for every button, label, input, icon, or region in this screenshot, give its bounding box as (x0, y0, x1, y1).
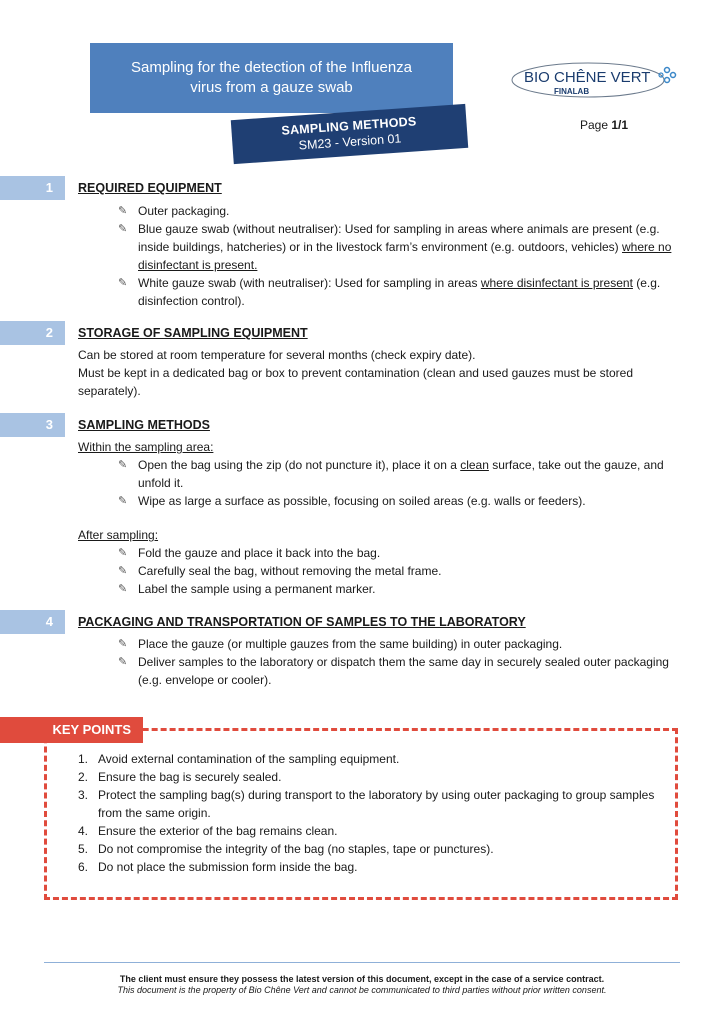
list-item: ✎ Outer packaging. (118, 204, 230, 218)
section-4-list (118, 635, 680, 689)
list-item: 4. Ensure the exterior of the bag remains clean. (78, 824, 338, 838)
section-2-title: STORAGE OF SAMPLING EQUIPMENT (78, 326, 308, 340)
list-item: ✎ Fold the gauze and place it back into the bag. (118, 546, 381, 560)
storage-paragraph-2: Must be kept in a dedicated bag or box to prevent contamination (clean and used gauzes must be stored separately). (78, 366, 634, 398)
pencil-icon: ✎ (118, 583, 128, 595)
bio-chene-vert-logo (510, 58, 680, 102)
section-2-number: 2 (0, 321, 65, 345)
section-1-list (118, 202, 680, 310)
within-area-subheading: Within the sampling area: (78, 440, 214, 454)
section-4-number: 4 (0, 610, 65, 634)
list-item: 3. Protect the sampling bag(s) during transport to the laboratory by using outer packaging to group samples from the same origin. (78, 788, 655, 820)
method-code: SM23 - Version 01 (298, 131, 402, 153)
section-4-title: PACKAGING AND TRANSPORTATION OF SAMPLES TO THE LABORATORY (78, 615, 526, 629)
list-item: 1. Avoid external contamination of the sampling equipment. (78, 752, 400, 766)
pencil-icon: ✎ (118, 656, 128, 668)
footer-divider (44, 962, 680, 963)
section-1-title: REQUIRED EQUIPMENT (78, 181, 222, 195)
method-title: SAMPLING METHODS (281, 114, 417, 138)
document-title-line-1: Sampling for the detection of the Influenza (130, 59, 412, 76)
pencil-icon: ✎ (118, 638, 128, 650)
document-title-line-2: virus from a gauze swab (190, 79, 353, 96)
section-3-number: 3 (0, 413, 65, 437)
list-item: ✎ Open the bag using the zip (do not puncture it), place it on a clean surface, take out the gauze, and unfold it. (118, 458, 664, 490)
logo-text: BIO CHÊNE VERT (524, 69, 651, 86)
section-1-number: 1 (0, 176, 65, 200)
list-item: ✎ Label the sample using a permanent marker. (118, 582, 376, 596)
list-item: ✎ Place the gauze (or multiple gauzes from the same building) in outer packaging. (118, 637, 563, 651)
pencil-icon: ✎ (118, 205, 128, 217)
section-3-title: SAMPLING METHODS (78, 418, 210, 432)
after-sampling-subheading: After sampling: (78, 528, 159, 542)
section-3-list-after (118, 544, 680, 598)
list-item: ✎ Blue gauze swab (without neutraliser): Used for sampling in areas where animals are present (e.g. inside buildings, hatcheries) or in the livestock farm’s environment (e.g. outdoors, vehicles) where no disinfectant is present. (118, 222, 672, 272)
storage-paragraph-1: Can be stored at room temperature for several months (check expiry date). (78, 348, 476, 362)
pencil-icon: ✎ (118, 223, 128, 235)
pencil-icon: ✎ (118, 565, 128, 577)
section-3-list-within (118, 456, 680, 510)
list-item: ✎ Deliver samples to the laboratory or dispatch them the same day in securely sealed outer packaging (e.g. envelope or cooler). (118, 655, 669, 687)
pencil-icon: ✎ (118, 277, 128, 289)
pencil-icon: ✎ (118, 547, 128, 559)
footer-notice: The client must ensure they possess the latest version of this document, except in the case of a service contract. (119, 974, 605, 984)
page-label: Page (580, 118, 612, 132)
list-item: ✎ Wipe as large a surface as possible, focusing on soiled areas (e.g. walls or feeders). (118, 494, 586, 508)
list-item: ✎ White gauze swab (with neutraliser): Used for sampling in areas where disinfectant is present (e.g. disinfection control). (118, 276, 661, 308)
list-item: 2. Ensure the bag is securely sealed. (78, 770, 282, 784)
key-points-label: KEY POINTS (0, 717, 143, 743)
page-number (580, 118, 628, 132)
footer-property-notice: This document is the property of Bio Chêne Vert and cannot be communicated to third parties without prior written consent. (117, 985, 607, 995)
pencil-icon: ✎ (118, 459, 128, 471)
document-title-box (90, 43, 453, 113)
page-value: 1/1 (611, 118, 629, 132)
list-item: ✎ Carefully seal the bag, without removing the metal frame. (118, 564, 442, 578)
key-points-list (78, 750, 668, 876)
logo-subtext: FINALAB (554, 87, 590, 96)
list-item: 6. Do not place the submission form inside the bag. (78, 860, 358, 874)
pencil-icon: ✎ (118, 495, 128, 507)
list-item: 5. Do not compromise the integrity of the bag (no staples, tape or punctures). (78, 842, 494, 856)
